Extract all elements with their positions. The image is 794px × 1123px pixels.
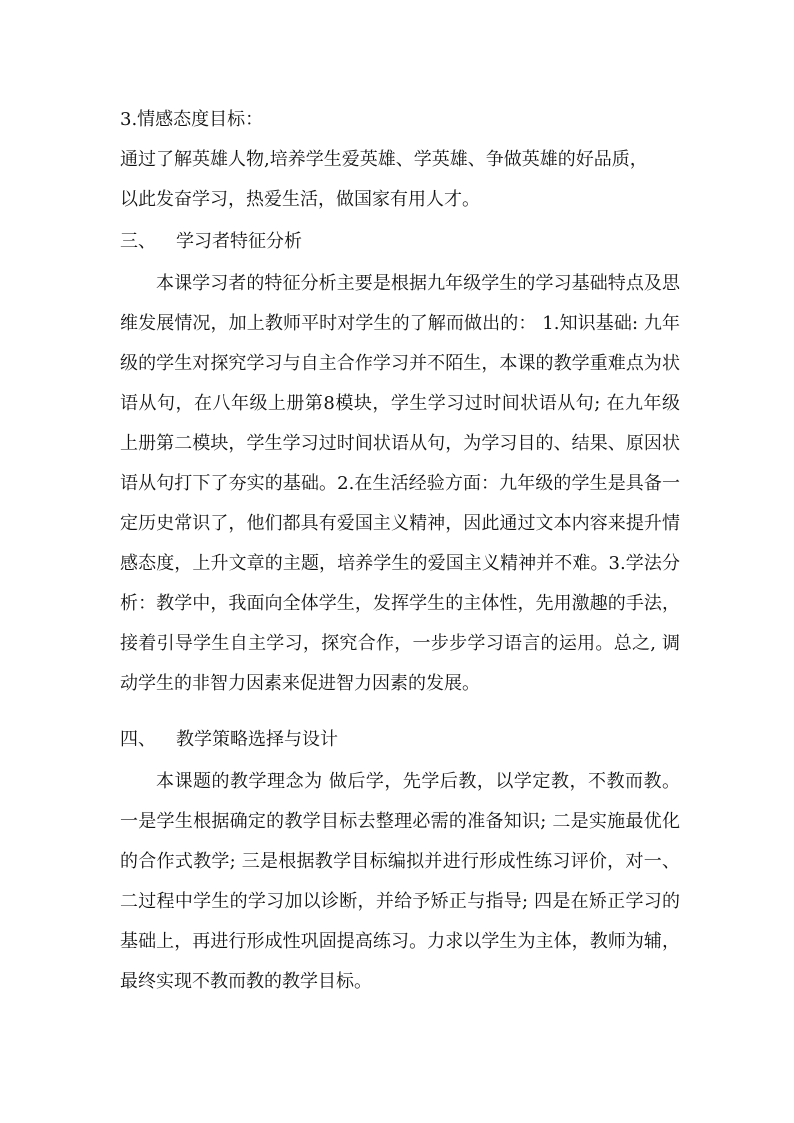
learner-heading-number: 三、: [120, 231, 156, 252]
strategy-heading-number: 四、: [120, 729, 156, 750]
strategy-heading-title: 教学策略选择与设计: [176, 729, 338, 750]
learner-heading-title: 学习者特征分析: [176, 231, 302, 252]
learner-paragraph: 本课学习者的特征分析主要是根据九年级学生的学习基础特点及思维发展情况，加上教师平时对学生的了解而做出的： 1.知识基础: 九年级的学生对探究学习与自主合作学习并不陌生，本课的教学重难点为状语从句，在八年级上册第8模块，学生学习过时间状语从句; 在九年级上册第二模块，学生学习过时间状语从句，为学习目的、结果、原因状语从句打下了夯实的基础。2.在生活经验方面：九年级的学生是具备一定历史常识了，他们都具有爱国主义精神，因此通过文本内容来提升情感态度，上升文章的主题，培养学生的爱国主义精神并不难。3.学法分析：教学中，我面向全体学生，发挥学生的主体性，先用激趣的手法，接着引导学生自主学习，探究合作，一步步学习语言的运用。总之, 调动学生的非智力因素来促进智力因素的发展。: [120, 273, 680, 694]
learner-heading: [120, 231, 302, 253]
section3-goal-heading: 3.情感态度目标：: [120, 109, 264, 130]
section3-goal-line-2: 以此发奋学习，热爱生活，做国家有用人才。: [120, 189, 480, 210]
strategy-heading: [120, 729, 338, 751]
strategy-paragraph: 本课题的教学理念为 做后学，先学后教，以学定教，不教而教。一是学生根据确定的教学目标去整理必需的准备知识; 二是实施最优化的合作式教学; 三是根据教学目标编拟并进行形成性练习评价，对一、二过程中学生的学习加以诊断，并给予矫正与指导; 四是在矫正学习的基础上，再进行形成性巩固提高练习。力求以学生为主体，教师为辅，最终实现不教而教的教学目标。: [120, 771, 680, 992]
section3-goal-line-1: 通过了解英雄人物,培养学生爱英雄、学英雄、争做英雄的好品质，: [120, 149, 648, 170]
